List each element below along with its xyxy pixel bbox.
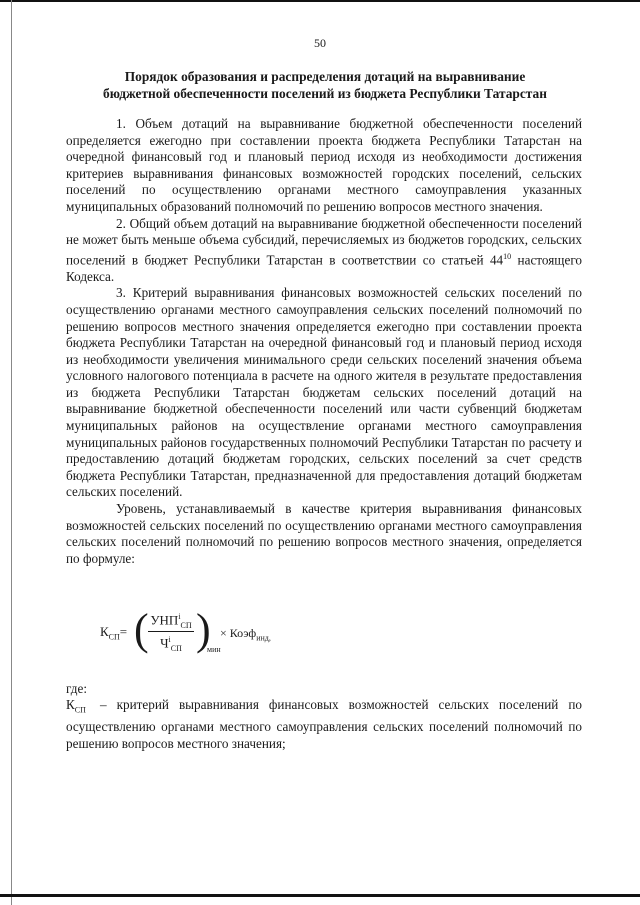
formula-min-label: мин <box>207 645 221 654</box>
paragraph-1: 1. Объем дотаций на выравнивание бюджетной обеспеченности поселений определяется ежегодно при составлении проекта бюджета Республики Татарстан на очередной финансовый год и плановый период исходя из необходимости достижения критериев выравнивания финансовых возможностей городских поселений, сельских поселений по осуществлению органами местного самоуправления указанных муниципальных образований полномочий по решению вопросов местного значения. <box>66 116 582 214</box>
where-label: где: <box>66 681 87 696</box>
scan-border-bottom <box>0 894 640 897</box>
document-title <box>60 68 590 102</box>
formula-numerator-sup: i <box>178 612 181 621</box>
definition-text: – критерий выравнивания финансовых возможностей сельских поселений по осуществлению органами местного самоуправления сельских поселений полномочий по решению вопросов местного значения; <box>66 697 582 751</box>
scan-border-top <box>0 0 640 2</box>
formula-fraction-bar <box>148 631 194 632</box>
scan-edge-line <box>11 0 12 905</box>
formula-lhs <box>100 624 127 642</box>
formula-lhs-symbol: К <box>100 624 109 639</box>
definition-symbol <box>66 697 100 719</box>
title-line-2: бюджетной обеспеченности поселений из бюджета Республики Татарстан <box>103 86 547 101</box>
document-body <box>66 116 582 567</box>
paragraph-3: 3. Критерий выравнивания финансовых возможностей сельских поселений по осуществлению органами местного самоуправления сельских поселений полномочий по решению вопросов местного значения определяется ежегодно при составлении проекта бюджета Республики Татарстан на очередной финансовый год и плановый период исходя из необходимости увеличения минимального среди сельских поселений значения объема условного налогового потенциала в расчете на одного жителя в результате предоставления из бюджета Республики Татарстан бюджетам сельских поселений дотаций на выравнивание бюджетной обеспеченности поселений или части субвенций бюджетам муниципальных районов на осуществление органами местного самоуправления муниципальных районов государственных полномочий Республики Татарстан по расчету и предоставлению дотаций бюджетам городских, сельских поселений за счет средств бюджета Республики Татарстан, предназначенной для предоставления дотаций бюджетам сельских поселений. <box>66 285 582 500</box>
definition-symbol-main: К <box>66 697 75 712</box>
formula-numerator-symbol: УНП <box>150 612 179 628</box>
page-number: 50 <box>314 36 326 50</box>
paragraph-2-tail: настоящего Кодекса. <box>66 252 582 284</box>
formula-rhs-subscript: инд, <box>256 633 271 643</box>
formula-right-paren: ) <box>196 605 211 654</box>
formula-lhs-subscript: СП <box>108 632 120 642</box>
paragraph-2 <box>66 216 582 286</box>
formula-denominator <box>148 635 194 653</box>
formula-rhs-symbol: × Коэф <box>220 626 257 640</box>
definition-ksp <box>66 697 582 752</box>
formula-denominator-symbol: Ч <box>160 635 169 651</box>
formula-equals: = <box>119 624 128 639</box>
formula-left-paren: ( <box>134 605 149 654</box>
title-line-1: Порядок образования и распределения дотаций на выравнивание <box>124 69 526 84</box>
paragraph-2-article-sup: 10 <box>503 251 512 261</box>
formula-denominator-sub: СП <box>170 643 182 653</box>
paragraph-4: Уровень, устанавливаемый в качестве критерия выравнивания финансовых возможностей сельских поселений по осуществлению органами местного самоуправления сельских поселений полномочий по решению вопросов местного значения, определяется по формуле: <box>66 501 582 566</box>
paragraph-2-text: 2. Общий объем дотаций на выравнивание бюджетной обеспеченности поселений не может быть меньше объема субсидий, перечисляемых из бюджетов городских, сельских поселений в бюджет Республики Татарстан в соответствии со статьей 44 <box>66 215 582 268</box>
formula-denominator-sup: i <box>168 635 171 644</box>
formula-numerator <box>148 612 194 630</box>
definition-symbol-sub: СП <box>74 705 86 715</box>
formula-numerator-sub: СП <box>180 620 192 630</box>
formula-rhs <box>220 626 271 642</box>
formula <box>100 604 320 668</box>
